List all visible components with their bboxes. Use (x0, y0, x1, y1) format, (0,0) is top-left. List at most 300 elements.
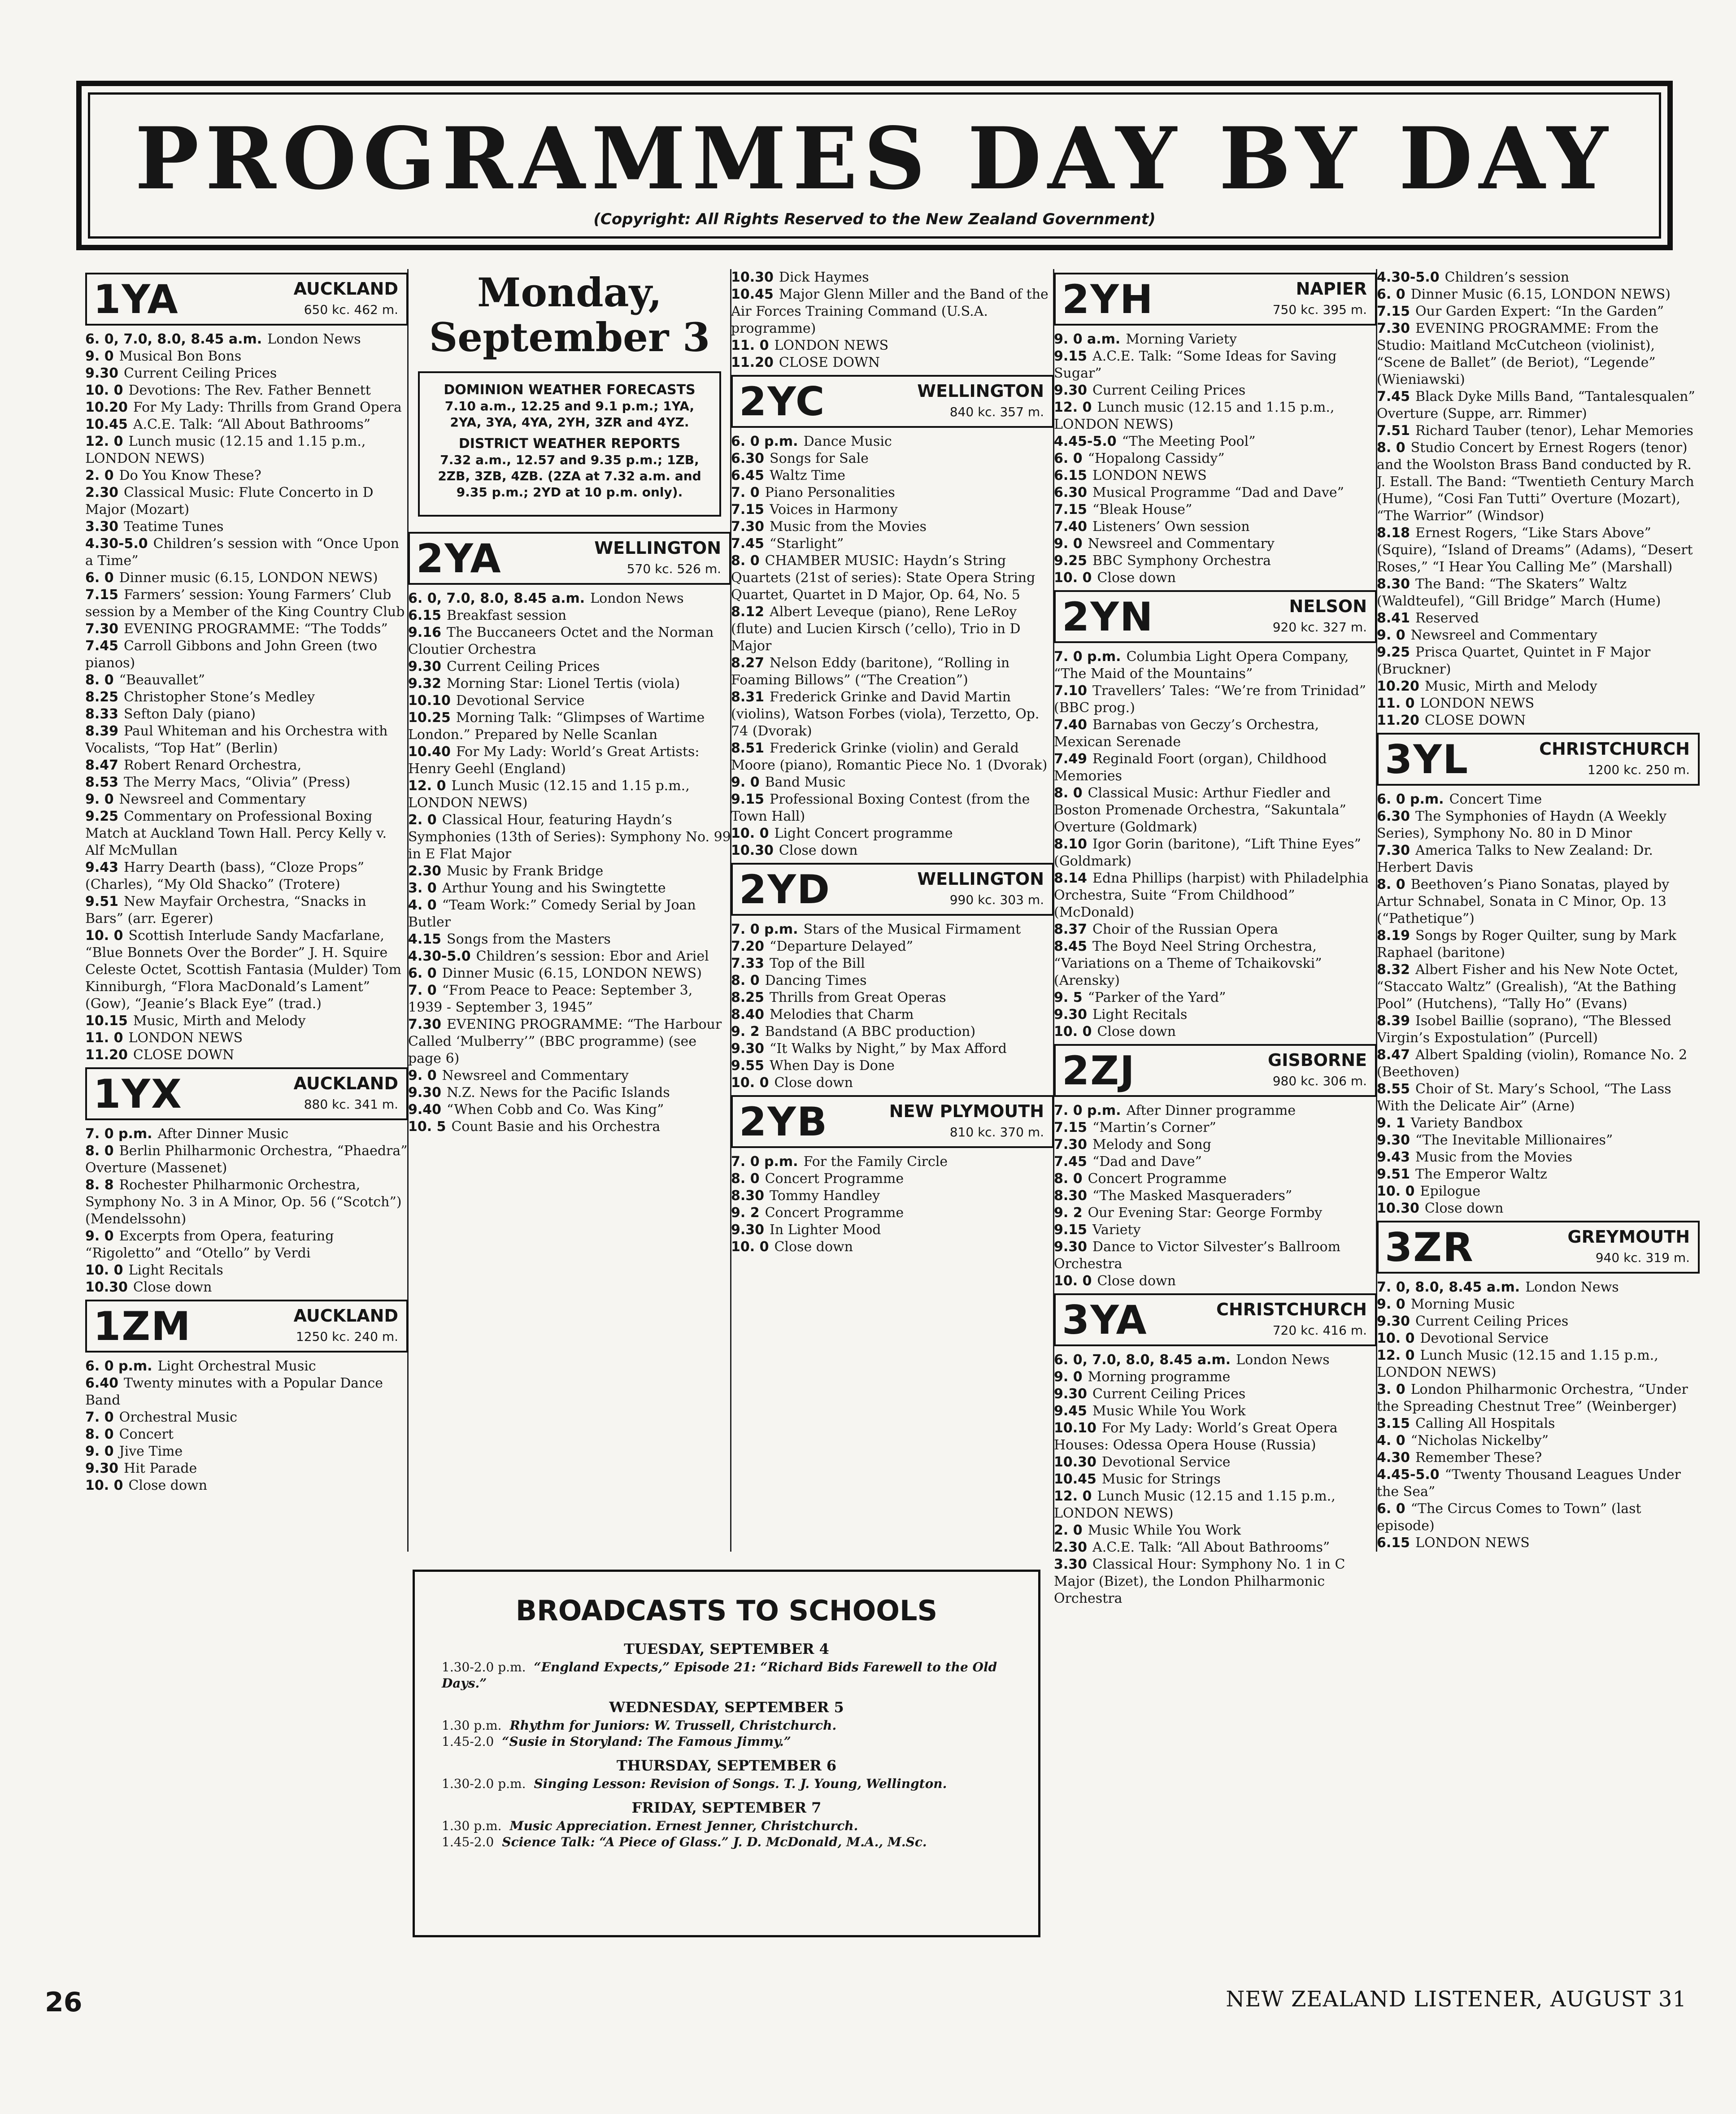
programme-time: 8. 0 (1054, 1171, 1083, 1187)
programme-item (85, 331, 408, 348)
programme-time: 7.15 (1377, 304, 1410, 319)
programme-time: 7. 0 p.m. (85, 1126, 152, 1142)
programme-item (731, 938, 1054, 955)
programme-title: Devotional Service (456, 693, 585, 709)
programme-title: Concert (119, 1427, 174, 1442)
programme-title: “Hopalong Cassidy” (1088, 451, 1225, 466)
programme-item (731, 269, 1054, 286)
programme-item (408, 624, 731, 658)
schools-time: 1.30 p.m. (442, 1718, 502, 1733)
programme-title: Stars of the Musical Firmament (803, 922, 1021, 937)
programme-list-3yl (1377, 791, 1700, 1217)
programme-item (85, 1262, 408, 1279)
programme-item (1054, 1420, 1377, 1454)
station-city: AUCKLAND (293, 1074, 398, 1093)
programme-title: America Talks to New Zealand: Dr. Herbert Davis (1377, 843, 1653, 875)
programme-time: 7.30 (731, 519, 765, 535)
programme-title: BBC Symphony Orchestra (1092, 553, 1271, 569)
programme-time: 11. 0 (85, 1030, 123, 1046)
programme-time: 9.30 (1054, 1007, 1088, 1022)
programme-item (1377, 842, 1700, 876)
programme-item (1054, 1136, 1377, 1153)
programme-time: 7.30 (85, 621, 119, 637)
programme-title: LONDON NEWS (128, 1030, 243, 1046)
programme-item (408, 863, 731, 880)
programme-item (1054, 751, 1377, 785)
programme-item (1054, 1187, 1377, 1205)
programme-time: 4.15 (408, 931, 442, 947)
schools-days (433, 1640, 1020, 1850)
station-city: NEW PLYMOUTH (889, 1101, 1044, 1121)
programme-item (1054, 1119, 1377, 1136)
programme-time: 4. 0 (1377, 1433, 1405, 1448)
programme-time: 6.15 (1377, 1535, 1410, 1551)
programme-time: 9.30 (85, 1461, 119, 1476)
programme-time: 4.30 (1377, 1450, 1410, 1466)
programme-title: Songs by Roger Quilter, sung by Mark Raphael (baritone) (1377, 928, 1676, 961)
weather-heading-district: DISTRICT WEATHER REPORTS (458, 436, 681, 452)
programme-item (731, 740, 1054, 774)
programme-time: 9.43 (85, 860, 119, 875)
station-header-2yc (731, 375, 1054, 428)
schools-subject: Science Talk: “A Piece of Glass.” J. D. McDonald, M.A., M.Sc. (502, 1835, 927, 1849)
programme-time: 8.33 (85, 706, 119, 722)
programme-title: Listeners’ Own session (1092, 519, 1250, 535)
programme-title: Concert Programme (765, 1171, 904, 1187)
programme-title: Robert Renard Orchestra, (124, 757, 302, 773)
programme-time: 8.45 (1054, 939, 1088, 954)
station-city: GISBORNE (1268, 1050, 1367, 1070)
programme-title: Music While You Work (1088, 1522, 1241, 1538)
programme-title: Concert Time (1449, 792, 1542, 807)
programme-time: 7.10 (1054, 683, 1088, 699)
programme-time: 6. 0 (85, 570, 114, 586)
programme-item (1377, 627, 1700, 644)
programme-item (731, 337, 1054, 354)
programme-item (85, 587, 408, 621)
programme-item (1054, 1403, 1377, 1420)
programme-title: London News (1525, 1279, 1619, 1295)
programme-item (85, 927, 408, 1013)
programme-time: 7.45 (1377, 389, 1410, 405)
programme-title: Columbia Light Opera Company, “The Maid of the Mountains” (1054, 649, 1349, 682)
station-city: NAPIER (1296, 279, 1367, 299)
programme-item (1054, 1102, 1377, 1119)
programme-title: Travellers’ Tales: “We’re from Trinidad” (BBC prog.) (1054, 683, 1366, 716)
programme-item (1054, 1153, 1377, 1170)
programme-title: Classical Music: Arthur Fiedler and Boston Promenade Orchestra, “Sakuntala” Overture (Goldmark) (1054, 785, 1346, 835)
programme-time: 7.45 (85, 638, 119, 654)
programme-item (85, 1460, 408, 1477)
programme-item (1377, 1415, 1700, 1432)
programme-item (1377, 1535, 1700, 1552)
programme-time: 10. 5 (408, 1119, 446, 1135)
programme-time: 4.45-5.0 (1377, 1467, 1440, 1483)
programme-time: 8. 0 (85, 1427, 114, 1442)
programme-title: “From Peace to Peace: September 3, 1939 - September 3, 1945” (408, 983, 693, 1015)
programme-list-2ya-continued (731, 269, 1054, 371)
programme-item (731, 689, 1054, 740)
programme-item (1054, 717, 1377, 751)
programme-item (85, 791, 408, 808)
programme-title: Our Garden Expert: “In the Garden” (1415, 304, 1664, 319)
programme-time: 9. 0 (85, 792, 114, 807)
programme-item (731, 842, 1054, 859)
programme-item (1054, 1522, 1377, 1539)
schools-time: 1.30-2.0 p.m. (442, 1660, 526, 1675)
station-header-2yd (731, 863, 1054, 916)
programme-time: 8.10 (1054, 836, 1088, 852)
programme-title: Newsreel and Commentary (1088, 536, 1275, 552)
programme-time: 4.30-5.0 (408, 948, 471, 964)
programme-time: 9.51 (85, 894, 119, 909)
programme-item (731, 1187, 1054, 1205)
programme-time: 8. 0 (1054, 785, 1083, 801)
programme-time: 3.30 (1054, 1557, 1088, 1572)
programme-item (85, 1443, 408, 1460)
programme-item (1377, 1347, 1700, 1381)
programme-title: Bandstand (A BBC production) (765, 1024, 976, 1040)
programme-title: Epilogue (1420, 1183, 1481, 1199)
programme-time: 6.45 (731, 468, 765, 483)
programme-title: “Nicholas Nickelby” (1410, 1433, 1549, 1448)
programme-item (731, 1006, 1054, 1023)
programme-title: Light Recitals (1092, 1007, 1188, 1022)
programme-title: Children’s session with “Once Upon a Time” (85, 536, 400, 569)
programme-time: 2. 0 (408, 812, 437, 828)
programme-title: “The Masked Masqueraders” (1092, 1188, 1292, 1204)
programme-item (1054, 467, 1377, 484)
programme-title: Jive Time (119, 1444, 183, 1459)
programme-time: 9.30 (1377, 1132, 1410, 1148)
programme-time: 8.31 (731, 689, 765, 705)
programme-title: Close down (1097, 1273, 1176, 1289)
programme-time: 6.40 (85, 1375, 119, 1391)
programme-time: 8.55 (1377, 1081, 1410, 1097)
programme-item (1377, 927, 1700, 961)
programme-time: 9.43 (1377, 1149, 1410, 1165)
programme-item (1054, 989, 1377, 1006)
programme-item (1054, 1006, 1377, 1023)
station-city: WELLINGTON (917, 381, 1044, 401)
programme-title: Songs from the Masters (447, 931, 611, 947)
programme-title: Reserved (1415, 610, 1479, 626)
programme-time: 8.30 (731, 1188, 765, 1204)
programme-time: 8.47 (1377, 1047, 1410, 1063)
programme-item (731, 450, 1054, 467)
programme-title: Choir of St. Mary’s School, “The Lass With the Delicate Air” (Arne) (1377, 1081, 1671, 1114)
programme-time: 6. 0, 7.0, 8.0, 8.45 a.m. (85, 331, 262, 347)
programme-item (1054, 348, 1377, 382)
issue-line: NEW ZEALAND LISTENER, AUGUST 31 (1226, 1987, 1687, 2012)
programme-title: Devotional Service (1101, 1454, 1231, 1470)
programme-item (85, 774, 408, 791)
programme-time: 7.30 (1377, 321, 1410, 336)
programme-item (85, 365, 408, 382)
station-header-2ya (408, 532, 731, 585)
programme-item (85, 1375, 408, 1409)
programme-item (1377, 1279, 1700, 1296)
schools-subject: Music Appreciation. Ernest Jenner, Christchurch. (509, 1818, 858, 1833)
programme-item (1377, 876, 1700, 927)
programme-item (1054, 433, 1377, 450)
programme-list-2yh (1054, 331, 1377, 587)
programme-time: 9.51 (1377, 1166, 1410, 1182)
programme-item (408, 692, 731, 709)
programme-time: 3.15 (1377, 1416, 1410, 1431)
programme-title: Our Evening Star: George Formby (1088, 1205, 1323, 1221)
programme-item (1377, 1449, 1700, 1466)
schools-time: 1.30 p.m. (442, 1818, 502, 1833)
programme-time: 9.16 (408, 625, 442, 640)
programme-item (1377, 1047, 1700, 1081)
programme-item (1377, 808, 1700, 842)
programme-title: “The Meeting Pool” (1122, 434, 1256, 449)
programme-item (1054, 570, 1377, 587)
programme-title: Dance Music (803, 434, 892, 449)
programme-item (85, 1143, 408, 1177)
station-frequency: 810 kc. 370 m. (949, 1125, 1044, 1140)
programme-item (731, 825, 1054, 842)
programme-time: 8. 0 (731, 553, 760, 569)
station-frequency: 650 kc. 462 m. (304, 302, 398, 317)
programme-title: The Boyd Neel String Orchestra, “Variations on a Theme of Tchaikovski” (Arensky) (1054, 939, 1322, 988)
programme-item (1377, 439, 1700, 525)
column-1 (85, 269, 408, 1960)
station-call: 2YN (1062, 594, 1154, 640)
programme-title: Dancing Times (765, 973, 867, 988)
programme-time: 9.25 (85, 809, 119, 824)
programme-list-1zm (85, 1358, 408, 1494)
programme-item (1377, 610, 1700, 627)
programme-title: Morning Talk: “Glimpses of Wartime London.” Prepared by Nelle Scanlan (408, 710, 705, 743)
programme-title: Current Ceiling Prices (1415, 1314, 1569, 1329)
programme-item (1377, 1501, 1700, 1535)
programme-item (731, 791, 1054, 825)
programme-time: 12. 0 (1377, 1348, 1415, 1363)
programme-item (1377, 1381, 1700, 1415)
station-header-3zr (1377, 1221, 1700, 1274)
programme-title: “The Circus Comes to Town” (last episode) (1377, 1501, 1641, 1534)
programme-item (408, 709, 731, 744)
programme-time: 9.30 (1377, 1314, 1410, 1329)
programme-title: Barnabas von Geczy’s Orchestra, Mexican Serenade (1054, 717, 1319, 750)
programme-time: 11.20 (731, 355, 774, 370)
programme-time: 10.45 (85, 417, 128, 432)
programme-title: Morning programme (1088, 1369, 1231, 1385)
programme-list-1yx (85, 1126, 408, 1296)
programme-item (1377, 1115, 1700, 1132)
programme-item (1377, 286, 1700, 303)
programme-item (1377, 1432, 1700, 1449)
programme-time: 7.30 (1054, 1137, 1088, 1153)
programme-time: 8.25 (731, 990, 765, 1005)
programme-time: 6. 0 p.m. (85, 1358, 152, 1374)
programme-item (731, 1057, 1054, 1074)
programme-title: Albert Spalding (violin), Romance No. 2 (Beethoven) (1377, 1047, 1688, 1080)
station-city: CHRISTCHURCH (1216, 1300, 1367, 1319)
schools-heading: BROADCASTS TO SCHOOLS (515, 1594, 938, 1627)
programme-item (1054, 450, 1377, 467)
programme-time: 9. 0 (85, 1228, 114, 1244)
programme-item (731, 1170, 1054, 1187)
schools-day: TUESDAY, SEPTEMBER 4 (624, 1640, 829, 1657)
programme-title: A.C.E. Talk: “All About Bathrooms” (133, 417, 371, 432)
programme-title: LONDON NEWS (1092, 468, 1207, 483)
programme-item (1054, 1488, 1377, 1522)
programme-time: 11.20 (1377, 713, 1419, 728)
station-city: CHRISTCHURCH (1539, 739, 1690, 759)
programme-title: Devotional Service (1420, 1331, 1549, 1346)
schools-time: 1.45-2.0 (442, 1734, 494, 1749)
programme-time: 3. 0 (1377, 1382, 1405, 1397)
programme-title: Newsreel and Commentary (1410, 627, 1597, 643)
programme-time: 9. 1 (1377, 1115, 1405, 1131)
programme-title: “Team Work:” Comedy Serial by Joan Butler (408, 897, 696, 930)
programme-item (1377, 644, 1700, 678)
programme-time: 3.30 (85, 519, 119, 535)
programme-list-1ya (85, 331, 408, 1064)
programme-list-2yb (731, 1153, 1054, 1256)
programme-item (1377, 525, 1700, 576)
station-call: 1YX (93, 1071, 183, 1117)
programme-item (1054, 1205, 1377, 1222)
broadcasts-to-schools-box (413, 1570, 1040, 1937)
programme-title: “When Cobb and Co. Was King” (447, 1102, 664, 1118)
station-city: WELLINGTON (594, 538, 721, 558)
programme-title: Piano Personalities (765, 485, 895, 500)
programme-title: EVENING PROGRAMME: “The Harbour Called ‘Mulberry’” (BBC programme) (see page 6) (408, 1017, 722, 1066)
programme-item (1054, 1539, 1377, 1556)
programme-time: 9. 0 (731, 774, 760, 790)
station-city: AUCKLAND (293, 1306, 398, 1326)
station-call: 1YA (93, 276, 179, 322)
programme-list-2zj (1054, 1102, 1377, 1290)
programme-item (85, 484, 408, 518)
station-frequency: 1250 kc. 240 m. (296, 1329, 398, 1344)
programme-time: 12. 0 (1054, 1488, 1092, 1504)
programme-title: Waltz Time (770, 468, 845, 483)
programme-time: 9.45 (1054, 1403, 1088, 1419)
weather-times-district: 7.32 a.m., 12.57 and 9.35 p.m.; 1ZB, 2ZB, 3ZB, 4ZB. (2ZA at 7.32 a.m. and 9.35 p.m.; 2YD at 10 p.m. only). (438, 452, 701, 500)
programme-title: Devotions: The Rev. Father Bennett (128, 383, 371, 398)
station-frequency: 990 kc. 303 m. (949, 892, 1044, 907)
programme-title: CLOSE DOWN (133, 1047, 235, 1063)
programme-item (731, 552, 1054, 604)
programme-item (731, 354, 1054, 371)
programme-title: N.Z. News for the Pacific Islands (447, 1085, 670, 1100)
programme-item (1054, 836, 1377, 870)
station-frequency: 940 kc. 319 m. (1595, 1250, 1690, 1265)
programme-time: 11.20 (85, 1047, 128, 1063)
programme-time: 10.30 (1377, 1201, 1419, 1216)
programme-title: Frederick Grinke (violin) and Gerald Moore (piano), Romantic Piece No. 1 (Dvorak) (731, 740, 1048, 773)
station-header-2zj (1054, 1044, 1377, 1097)
programme-time: 8. 8 (85, 1177, 114, 1193)
programme-title: Music, Mirth and Melody (1424, 679, 1597, 694)
programme-title: Hit Parade (124, 1461, 197, 1476)
programme-list-2yn (1054, 648, 1377, 1040)
programme-time: 8.41 (1377, 610, 1410, 626)
programme-title: Music for Strings (1101, 1471, 1221, 1487)
programme-time: 9.15 (1054, 1222, 1088, 1238)
programme-item (408, 880, 731, 897)
programme-time: 7.30 (1377, 843, 1410, 858)
weather-box (418, 371, 721, 517)
programme-time: 8.14 (1054, 870, 1088, 886)
schools-broadcast (433, 1718, 1020, 1734)
programme-item (1054, 1170, 1377, 1187)
programme-item (1054, 1273, 1377, 1290)
programme-time: 9.30 (731, 1222, 765, 1238)
programme-title: Lunch Music (12.15 and 1.15 p.m., LONDON NEWS) (1054, 1488, 1336, 1521)
programme-time: 10. 0 (85, 928, 123, 944)
programme-title: Frederick Grinke and David Martin (violins), Watson Forbes (viola), Terzetto, Op. 74 (Dvorak) (731, 689, 1040, 739)
station-call: 2YC (739, 378, 826, 425)
programme-time: 9.30 (408, 1085, 442, 1100)
programme-time: 8. 0 (731, 1171, 760, 1187)
programme-time: 10. 0 (1377, 1331, 1415, 1346)
programme-time: 9.25 (1377, 644, 1410, 660)
programme-title: Children’s session: Ebor and Ariel (476, 948, 709, 964)
station-call: 2YA (416, 535, 502, 582)
programme-title: “Parker of the Yard” (1088, 990, 1226, 1005)
programme-title: A.C.E. Talk: “Some Ideas for Saving Sugar” (1054, 348, 1337, 381)
programme-time: 2. 0 (85, 468, 114, 483)
programme-title: Excerpts from Opera, featuring “Rigoletto” and “Otello” by Verdi (85, 1228, 334, 1261)
programme-item (1054, 1454, 1377, 1471)
programme-item (1054, 683, 1377, 717)
programme-item (85, 893, 408, 927)
programme-title: CLOSE DOWN (1424, 713, 1526, 728)
programme-title: LONDON NEWS (1415, 1535, 1530, 1551)
programme-item (1377, 695, 1700, 712)
programme-item (1054, 484, 1377, 501)
programme-time: 7.49 (1054, 751, 1088, 767)
programme-item (408, 607, 731, 624)
programme-title: Morning Variety (1126, 331, 1237, 347)
programme-title: EVENING PROGRAMME: “The Todds” (124, 621, 388, 637)
programme-title: The Band: “The Skaters” Waltz (Waldteufel), “Gill Bridge” March (Hume) (1377, 576, 1661, 609)
programme-title: Isobel Baillie (soprano), “The Blessed Virgin’s Expostulation” (Purcell) (1377, 1013, 1671, 1046)
programme-title: Close down (1097, 1024, 1176, 1040)
programme-time: 7. 0 (85, 1409, 114, 1425)
programme-item (85, 859, 408, 893)
programme-time: 9. 0 (1377, 627, 1405, 643)
programme-time: 3. 0 (408, 880, 437, 896)
programme-title: Igor Gorin (baritone), “Lift Thine Eyes” (Goldmark) (1054, 836, 1361, 869)
programme-title: London News (590, 591, 684, 606)
programme-title: Musical Programme “Dad and Dave” (1092, 485, 1344, 500)
programme-time: 10.45 (1054, 1471, 1096, 1487)
programme-time: 10.15 (85, 1013, 128, 1029)
programme-title: “Beauvallet” (119, 672, 205, 688)
programme-item (1377, 388, 1700, 422)
programme-time: 7.15 (85, 587, 119, 603)
programme-item (85, 467, 408, 484)
programme-list-3ya (1054, 1352, 1377, 1607)
programme-item (85, 1426, 408, 1443)
programme-title: Concert Programme (1088, 1171, 1227, 1187)
programme-item (1377, 1013, 1700, 1047)
column-5 (1377, 269, 1700, 1960)
programme-title: Variety Bandbox (1410, 1115, 1523, 1131)
programme-title: Variety (1092, 1222, 1141, 1238)
schools-broadcast (433, 1734, 1020, 1750)
programme-time: 9. 0 (1054, 536, 1083, 552)
programme-item (408, 675, 731, 692)
programme-item (85, 433, 408, 467)
